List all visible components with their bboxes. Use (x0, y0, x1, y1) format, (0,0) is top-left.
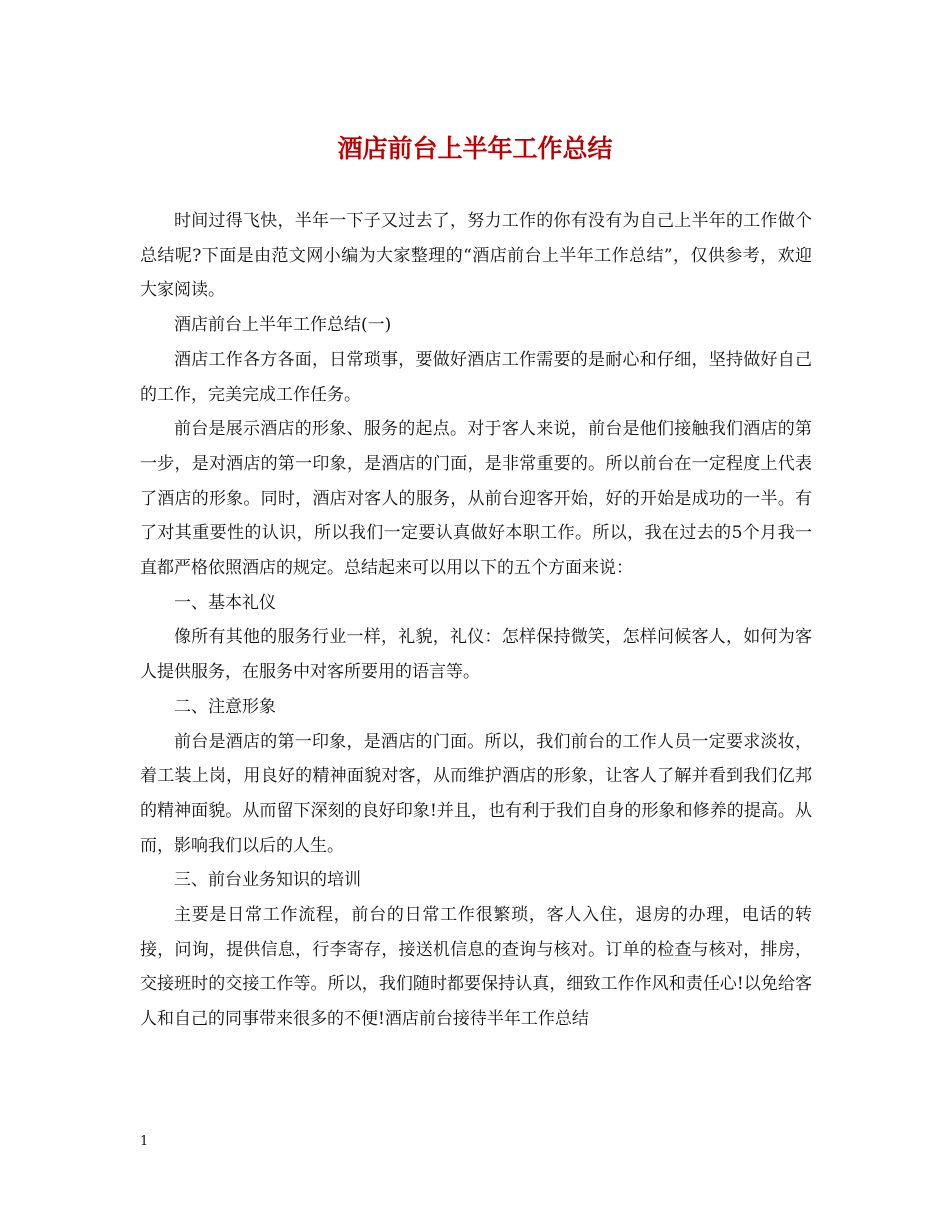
page-number: 1 (140, 1134, 149, 1149)
paragraph-training: 主要是日常工作流程，前台的日常工作很繁琐，客人入住，退房的办理，电话的转接，问询，提供信息，行李寄存，接送机信息的查询与核对。订单的检查与核对，排房，交接班时的交接工作等。所以，我们随时都要保持认真，细致工作作风和责任心!以免给客人和自己的同事带来很多的不便!酒店前台接待半年工作总结 (140, 905, 812, 1030)
document-title: 酒店前台上半年工作总结 (337, 134, 613, 163)
heading-image: 二、注意形象 (174, 696, 276, 717)
paragraph-etiquette: 像所有其他的服务行业一样，礼貌，礼仪：怎样保持微笑，怎样问候客人，如何为客人提供服务，在服务中对客所要用的语言等。 (140, 627, 812, 683)
paragraph-intro: 时间过得飞快，半年一下子又过去了，努力工作的你有没有为自己上半年的工作做个总结呢?下面是由范文网小编为大家整理的“酒店前台上半年工作总结”，仅供参考，欢迎大家阅读。 (140, 211, 812, 301)
heading-basic-etiquette: 一、基本礼仪 (174, 592, 276, 613)
section-heading-part-one: 酒店前台上半年工作总结(一) (174, 315, 392, 336)
document-body (140, 204, 812, 1037)
paragraph-image: 前台是酒店的第一印象，是酒店的门面。所以，我们前台的工作人员一定要求淡妆，着工装上岗，用良好的精神面貌对客，从而维护酒店的形象，让客人了解并看到我们亿邦的精神面貌。从而留下深刻的良好印象!并且，也有利于我们自身的形象和修养的提高。从而，影响我们以后的人生。 (140, 731, 812, 856)
paragraph-hotel-work: 酒店工作各方各面，日常琐事，要做好酒店工作需要的是耐心和仔细，坚持做好自己的工作，完美完成工作任务。 (140, 349, 812, 405)
paragraph-front-desk-role: 前台是展示酒店的形象、服务的起点。对于客人来说，前台是他们接触我们酒店的第一步，是对酒店的第一印象，是酒店的门面，是非常重要的。所以前台在一定程度上代表了酒店的形象。同时，酒店对客人的服务，从前台迎客开始，好的开始是成功的一半。有了对其重要性的认识，所以我们一定要认真做好本职工作。所以，我在过去的5个月我一直都严格依照酒店的规定。总结起来可以用以下的五个方面来说： (140, 419, 812, 579)
heading-training: 三、前台业务知识的培训 (174, 870, 361, 891)
